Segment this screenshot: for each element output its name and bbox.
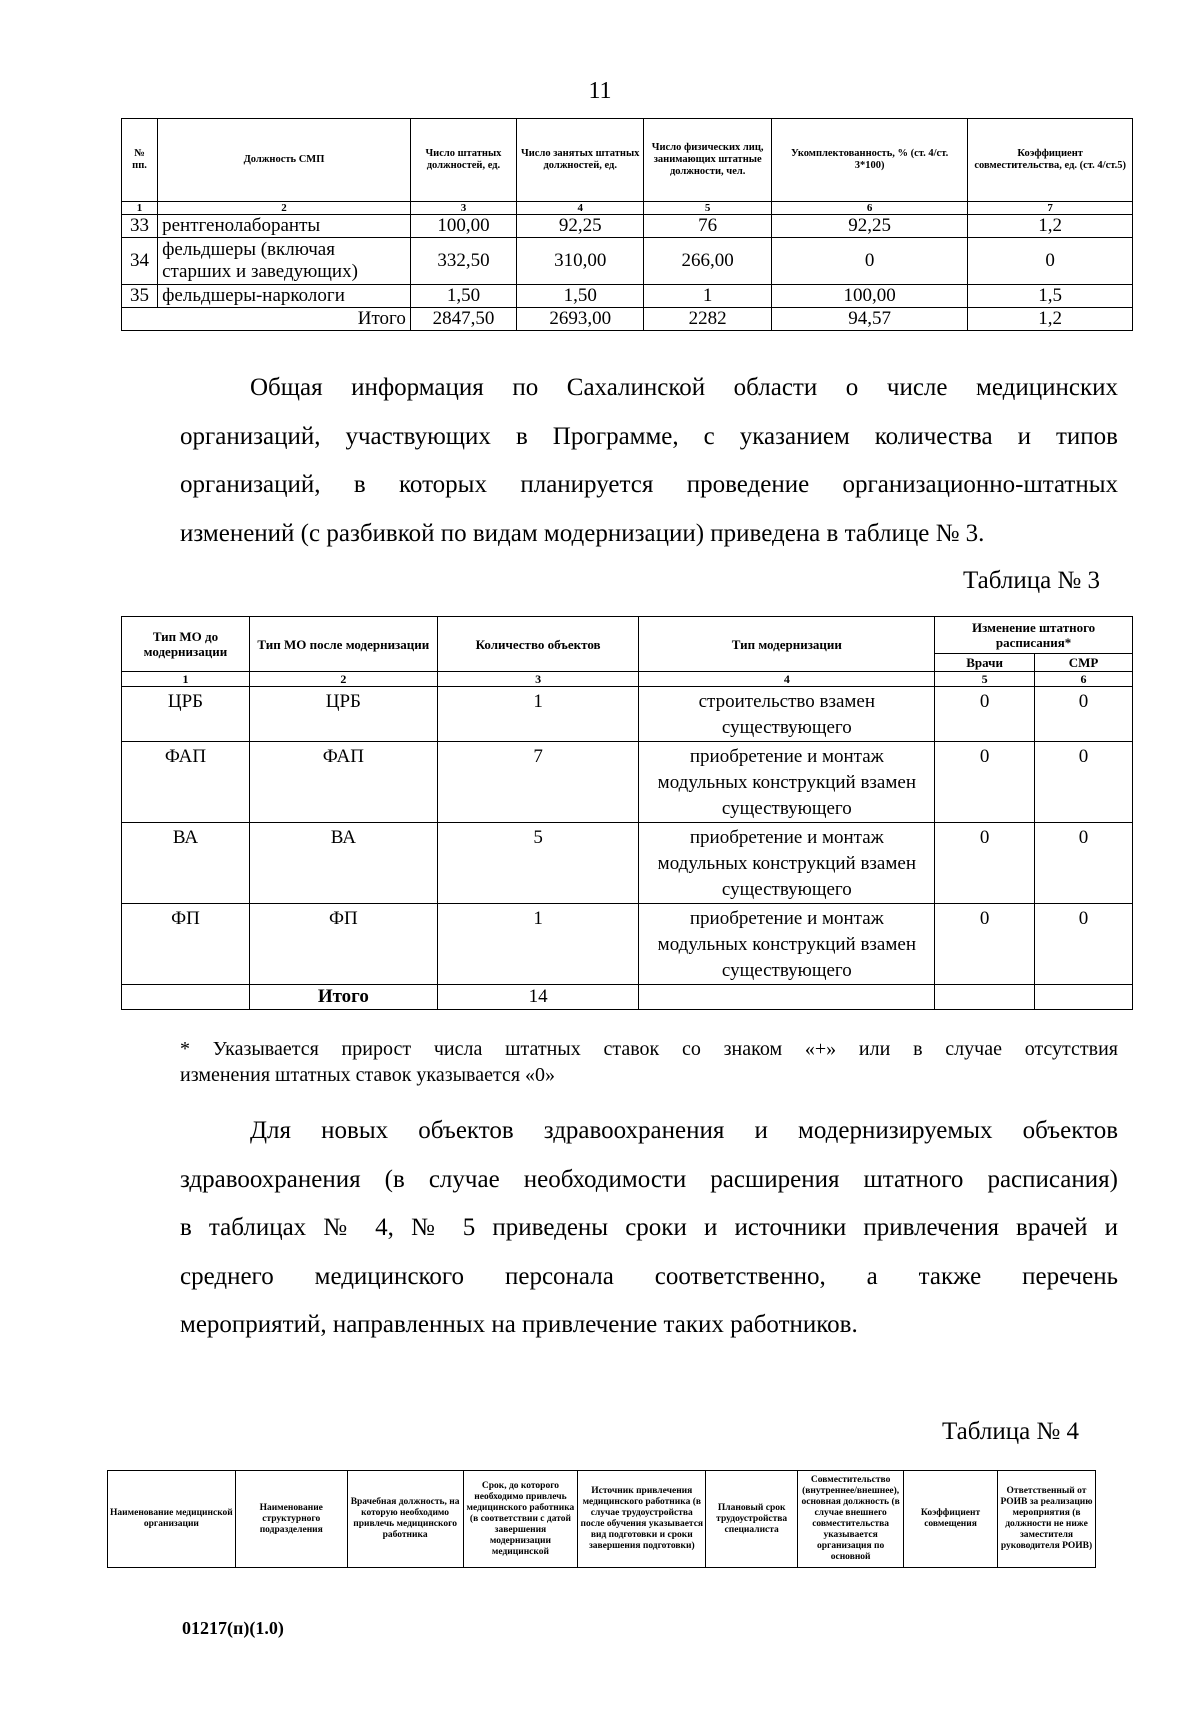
table-row (122, 238, 1133, 285)
column-number: 4 (517, 202, 644, 215)
column-number: 1 (122, 672, 250, 687)
cell: 0 (935, 904, 1035, 985)
staffing-table (121, 118, 1133, 331)
cell: приобретение и монтаж модульных конструкций взамен существующего (639, 904, 935, 985)
total-label: Итого (249, 985, 437, 1010)
header-cell: Коэффициент совмещения (904, 1471, 998, 1568)
cell: строительство взамен существующего (639, 687, 935, 742)
total-row (122, 308, 1133, 331)
position-name: рентгенолаборанты (158, 215, 411, 238)
total-cell: 1,2 (968, 308, 1133, 331)
paragraph-recruitment (180, 1107, 1118, 1350)
cell: 92,25 (517, 215, 644, 238)
cell: ВА (122, 823, 250, 904)
header-cell: Число занятых штатных должностей, ед. (517, 119, 644, 202)
paragraph-program-info (180, 364, 1118, 558)
paragraph-line: среднего медицинского персонала соответственно, а также перечень (180, 1262, 1118, 1290)
table-row (122, 823, 1133, 904)
cell: 1,50 (517, 285, 644, 308)
cell: приобретение и монтаж модульных конструкций взамен существующего (639, 742, 935, 823)
cell: 0 (1035, 904, 1133, 985)
row-number: 34 (122, 238, 158, 285)
cell (1035, 985, 1133, 1010)
table-row (122, 285, 1133, 308)
table-header-row (122, 119, 1133, 202)
cell: ФАП (249, 742, 437, 823)
cell: 1,2 (968, 215, 1133, 238)
header-cell: Количество объектов (437, 617, 639, 672)
total-label: Итого (122, 308, 411, 331)
cell: 266,00 (644, 238, 771, 285)
paragraph-line: в таблицах № 4, № 5 приведены сроки и источники привлечения врачей и (180, 1214, 1118, 1241)
header-cell: Коэффициент совместительства, ед. (ст. 4/ст.5) (968, 119, 1133, 202)
page-number: 11 (588, 78, 612, 104)
footnote-line: изменения штатных ставок указывается «0» (180, 1064, 556, 1086)
cell: 0 (935, 687, 1035, 742)
paragraph-line: организаций, в которых планируется проведение организационно-штатных (180, 471, 1118, 498)
column-number: 4 (639, 672, 935, 687)
cell: 1 (644, 285, 771, 308)
header-cell: Должность СМП (158, 119, 411, 202)
header-cell: Тип МО до модернизации (122, 617, 250, 672)
header-cell: Источник привлечения медицинского работника (в случае трудоустройства после обучения указывается вид подготовки и сроки завершения подготовки) (578, 1471, 706, 1568)
cell (122, 985, 250, 1010)
column-number: 3 (410, 202, 516, 215)
header-cell: Тип модернизации (639, 617, 935, 672)
cell: 0 (1035, 742, 1133, 823)
paragraph-line: изменений (с разбивкой по видам модернизации) приведена в таблице № 3. (180, 519, 985, 547)
cell: 0 (771, 238, 967, 285)
cell: 0 (935, 823, 1035, 904)
cell: ФАП (122, 742, 250, 823)
column-number: 3 (437, 672, 639, 687)
column-number: 5 (644, 202, 771, 215)
row-number: 35 (122, 285, 158, 308)
cell: 0 (968, 238, 1133, 285)
column-number: 5 (935, 672, 1035, 687)
cell (639, 985, 935, 1010)
header-cell: Число штатных должностей, ед. (410, 119, 516, 202)
header-cell: Наименование структурного подразделения (235, 1471, 347, 1568)
recruitment-table (107, 1470, 1096, 1568)
cell: 100,00 (771, 285, 967, 308)
header-cell: СМР (1035, 654, 1133, 672)
cell: приобретение и монтаж модульных конструкций взамен существующего (639, 823, 935, 904)
table-row (122, 687, 1133, 742)
cell: 92,25 (771, 215, 967, 238)
cell: 5 (437, 823, 639, 904)
paragraph-line: Для новых объектов здравоохранения и модернизируемых объектов (250, 1117, 1118, 1144)
column-number-row (122, 202, 1133, 215)
footnote (180, 1036, 1118, 1088)
column-number: 7 (968, 202, 1133, 215)
header-cell: Тип МО после модернизации (249, 617, 437, 672)
cell: 310,00 (517, 238, 644, 285)
table-header-row (108, 1471, 1096, 1568)
cell: 1 (437, 687, 639, 742)
cell: 1,50 (410, 285, 516, 308)
header-cell: Число физических лиц, занимающих штатные должности, чел. (644, 119, 771, 202)
cell: 0 (1035, 823, 1133, 904)
cell (935, 985, 1035, 1010)
cell: 0 (1035, 687, 1133, 742)
header-cell: № пп. (122, 119, 158, 202)
header-cell: Врачи (935, 654, 1035, 672)
table-row (122, 215, 1133, 238)
header-cell: Плановый срок трудоустройства специалиста (706, 1471, 798, 1568)
total-cell: 2282 (644, 308, 771, 331)
cell: ЦРБ (249, 687, 437, 742)
table-header-row (122, 617, 1133, 654)
header-cell: Срок, до которого необходимо привлечь медицинского работника (в соответствии с датой завершения модернизации медицинской (463, 1471, 578, 1568)
position-name: фельдшеры (включая старших и заведующих) (158, 238, 411, 285)
paragraph-line: здравоохранения (в случае необходимости расширения штатного расписания) (180, 1165, 1118, 1193)
paragraph-line: мероприятий, направленных на привлечение таких работников. (180, 1311, 858, 1338)
cell: 0 (935, 742, 1035, 823)
column-number: 6 (771, 202, 967, 215)
row-number: 33 (122, 215, 158, 238)
table-row (122, 742, 1133, 823)
paragraph-line: Общая информация по Сахалинской области о числе медицинских (250, 374, 1118, 401)
cell: ФП (122, 904, 250, 985)
table-row (122, 904, 1133, 985)
position-name: фельдшеры-наркологи (158, 285, 411, 308)
total-cell: 2847,50 (410, 308, 516, 331)
column-number: 2 (158, 202, 411, 215)
cell: 7 (437, 742, 639, 823)
total-cell: 2693,00 (517, 308, 644, 331)
total-count: 14 (437, 985, 639, 1010)
cell: 332,50 (410, 238, 516, 285)
cell: 1,5 (968, 285, 1133, 308)
cell: ЦРБ (122, 687, 250, 742)
table4-caption: Таблица № 4 (942, 1418, 1080, 1445)
column-number-row (122, 672, 1133, 687)
column-number: 1 (122, 202, 158, 215)
cell: 100,00 (410, 215, 516, 238)
paragraph-line: организаций, участвующих в Программе, с указанием количества и типов (180, 422, 1118, 450)
header-cell: Ответственный от РОИВ за реализацию мероприятия (в должности не ниже заместителя руководителя РОИВ) (998, 1471, 1096, 1568)
cell: 1 (437, 904, 639, 985)
header-cell: Врачебная должность, на которую необходимо привлечь медицинского работника (347, 1471, 463, 1568)
cell: ВА (249, 823, 437, 904)
footnote-line: * Указывается прирост числа штатных ставок со знаком «+» или в случае отсутствия (180, 1038, 1118, 1060)
modernization-table (121, 616, 1133, 1010)
column-number: 6 (1035, 672, 1133, 687)
header-cell: Укомплектованность, % (ст. 4/ст. 3*100) (771, 119, 967, 202)
total-row (122, 985, 1133, 1010)
header-cell: Изменение штатного расписания* (935, 617, 1133, 654)
column-number: 2 (249, 672, 437, 687)
document-code: 01217(п)(1.0) (182, 1618, 284, 1638)
header-cell: Совместительство (внутреннее/внешнее), основная должность (в случае внешнего совместительства указывается организация по основной (798, 1471, 904, 1568)
cell: 76 (644, 215, 771, 238)
table3-caption: Таблица № 3 (963, 567, 1101, 594)
header-cell: Наименование медицинской организации (108, 1471, 236, 1568)
cell: ФП (249, 904, 437, 985)
total-cell: 94,57 (771, 308, 967, 331)
